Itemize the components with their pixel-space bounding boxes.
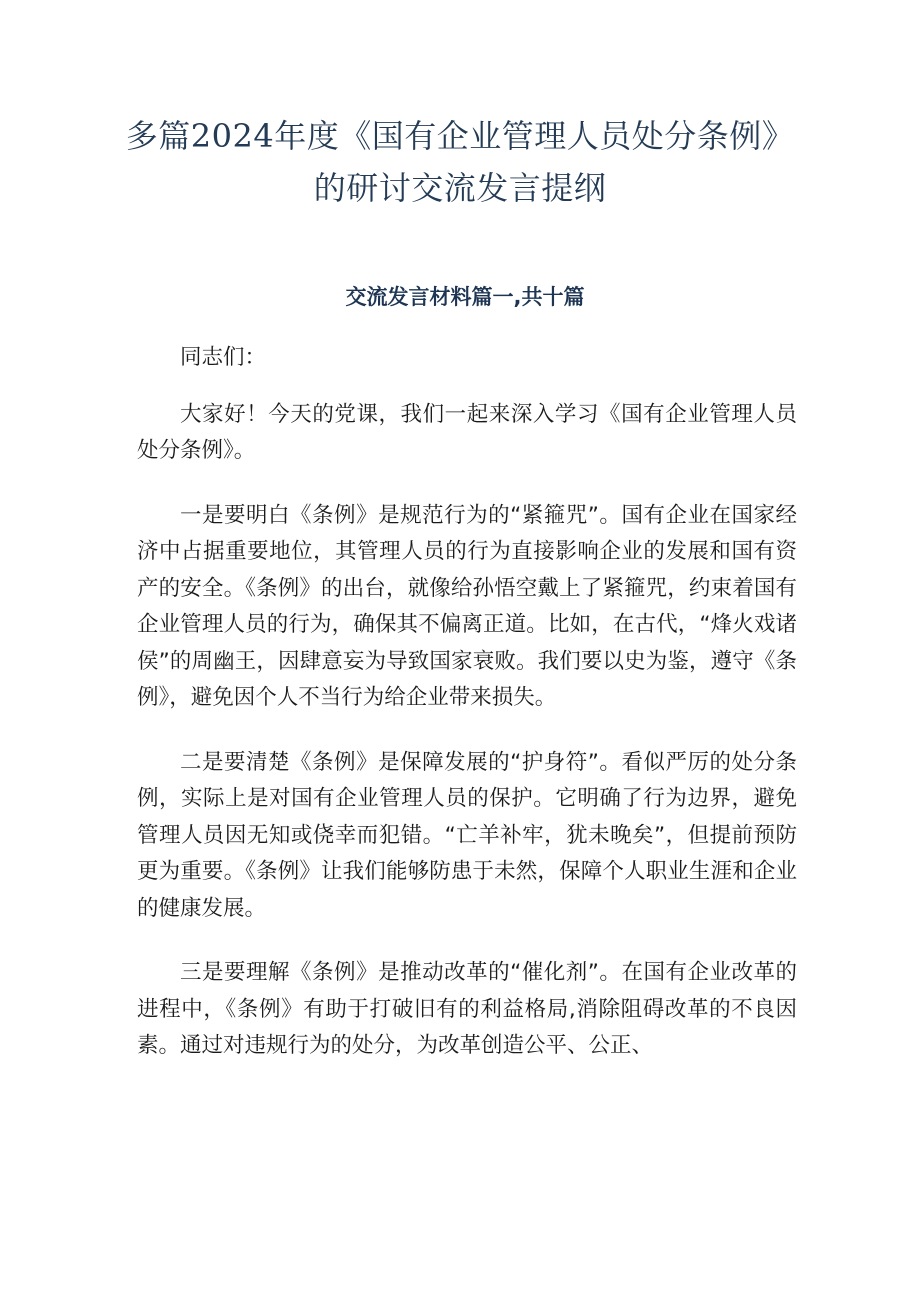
- document-body: [137, 340, 797, 1093]
- body-paragraph: 三是要理解《条例》是推动改革的“催化剂”。在国有企业改革的进程中，《条例》有助于打破旧有的利益格局,消除阻碍改革的不良因素。通过对违规行为的处分，为改革创造公平、公正、: [137, 960, 797, 1058]
- document-title: 多篇2024年度《国有企业管理人员处分条例》的研讨交流发言提纲: [125, 117, 795, 207]
- section-heading: 交流发言材料篇一,共十篇: [345, 285, 585, 309]
- greeting-paragraph: 同志们：: [180, 345, 267, 370]
- body-paragraph: 二是要清楚《条例》是保障发展的“护身符”。看似严厉的处分条例，实际上是对国有企业管理人员的保护。它明确了行为边界，避免管理人员因无知或侥幸而犯错。“亡羊补牢，犹未晚矣”，但提前预防更为重要。《条例》让我们能够防患于未然，保障个人职业生涯和企业的健康发展。: [137, 749, 797, 921]
- body-paragraph: 一是要明白《条例》是规范行为的“紧箍咒”。国有企业在国家经济中占据重要地位，其管理人员的行为直接影响企业的发展和国有资产的安全。《条例》的出台，就像给孙悟空戴上了紧箍咒，约束着国有企业管理人员的行为，确保其不偏离正道。比如，在古代，“烽火戏诸侯”的周幽王，因肆意妄为导致国家衰败。我们要以史为鉴，遵守《条例》，避免因个人不当行为给企业带来损失。: [137, 502, 797, 710]
- body-paragraph: 大家好！今天的党课，我们一起来深入学习《国有企业管理人员处分条例》。: [137, 401, 797, 463]
